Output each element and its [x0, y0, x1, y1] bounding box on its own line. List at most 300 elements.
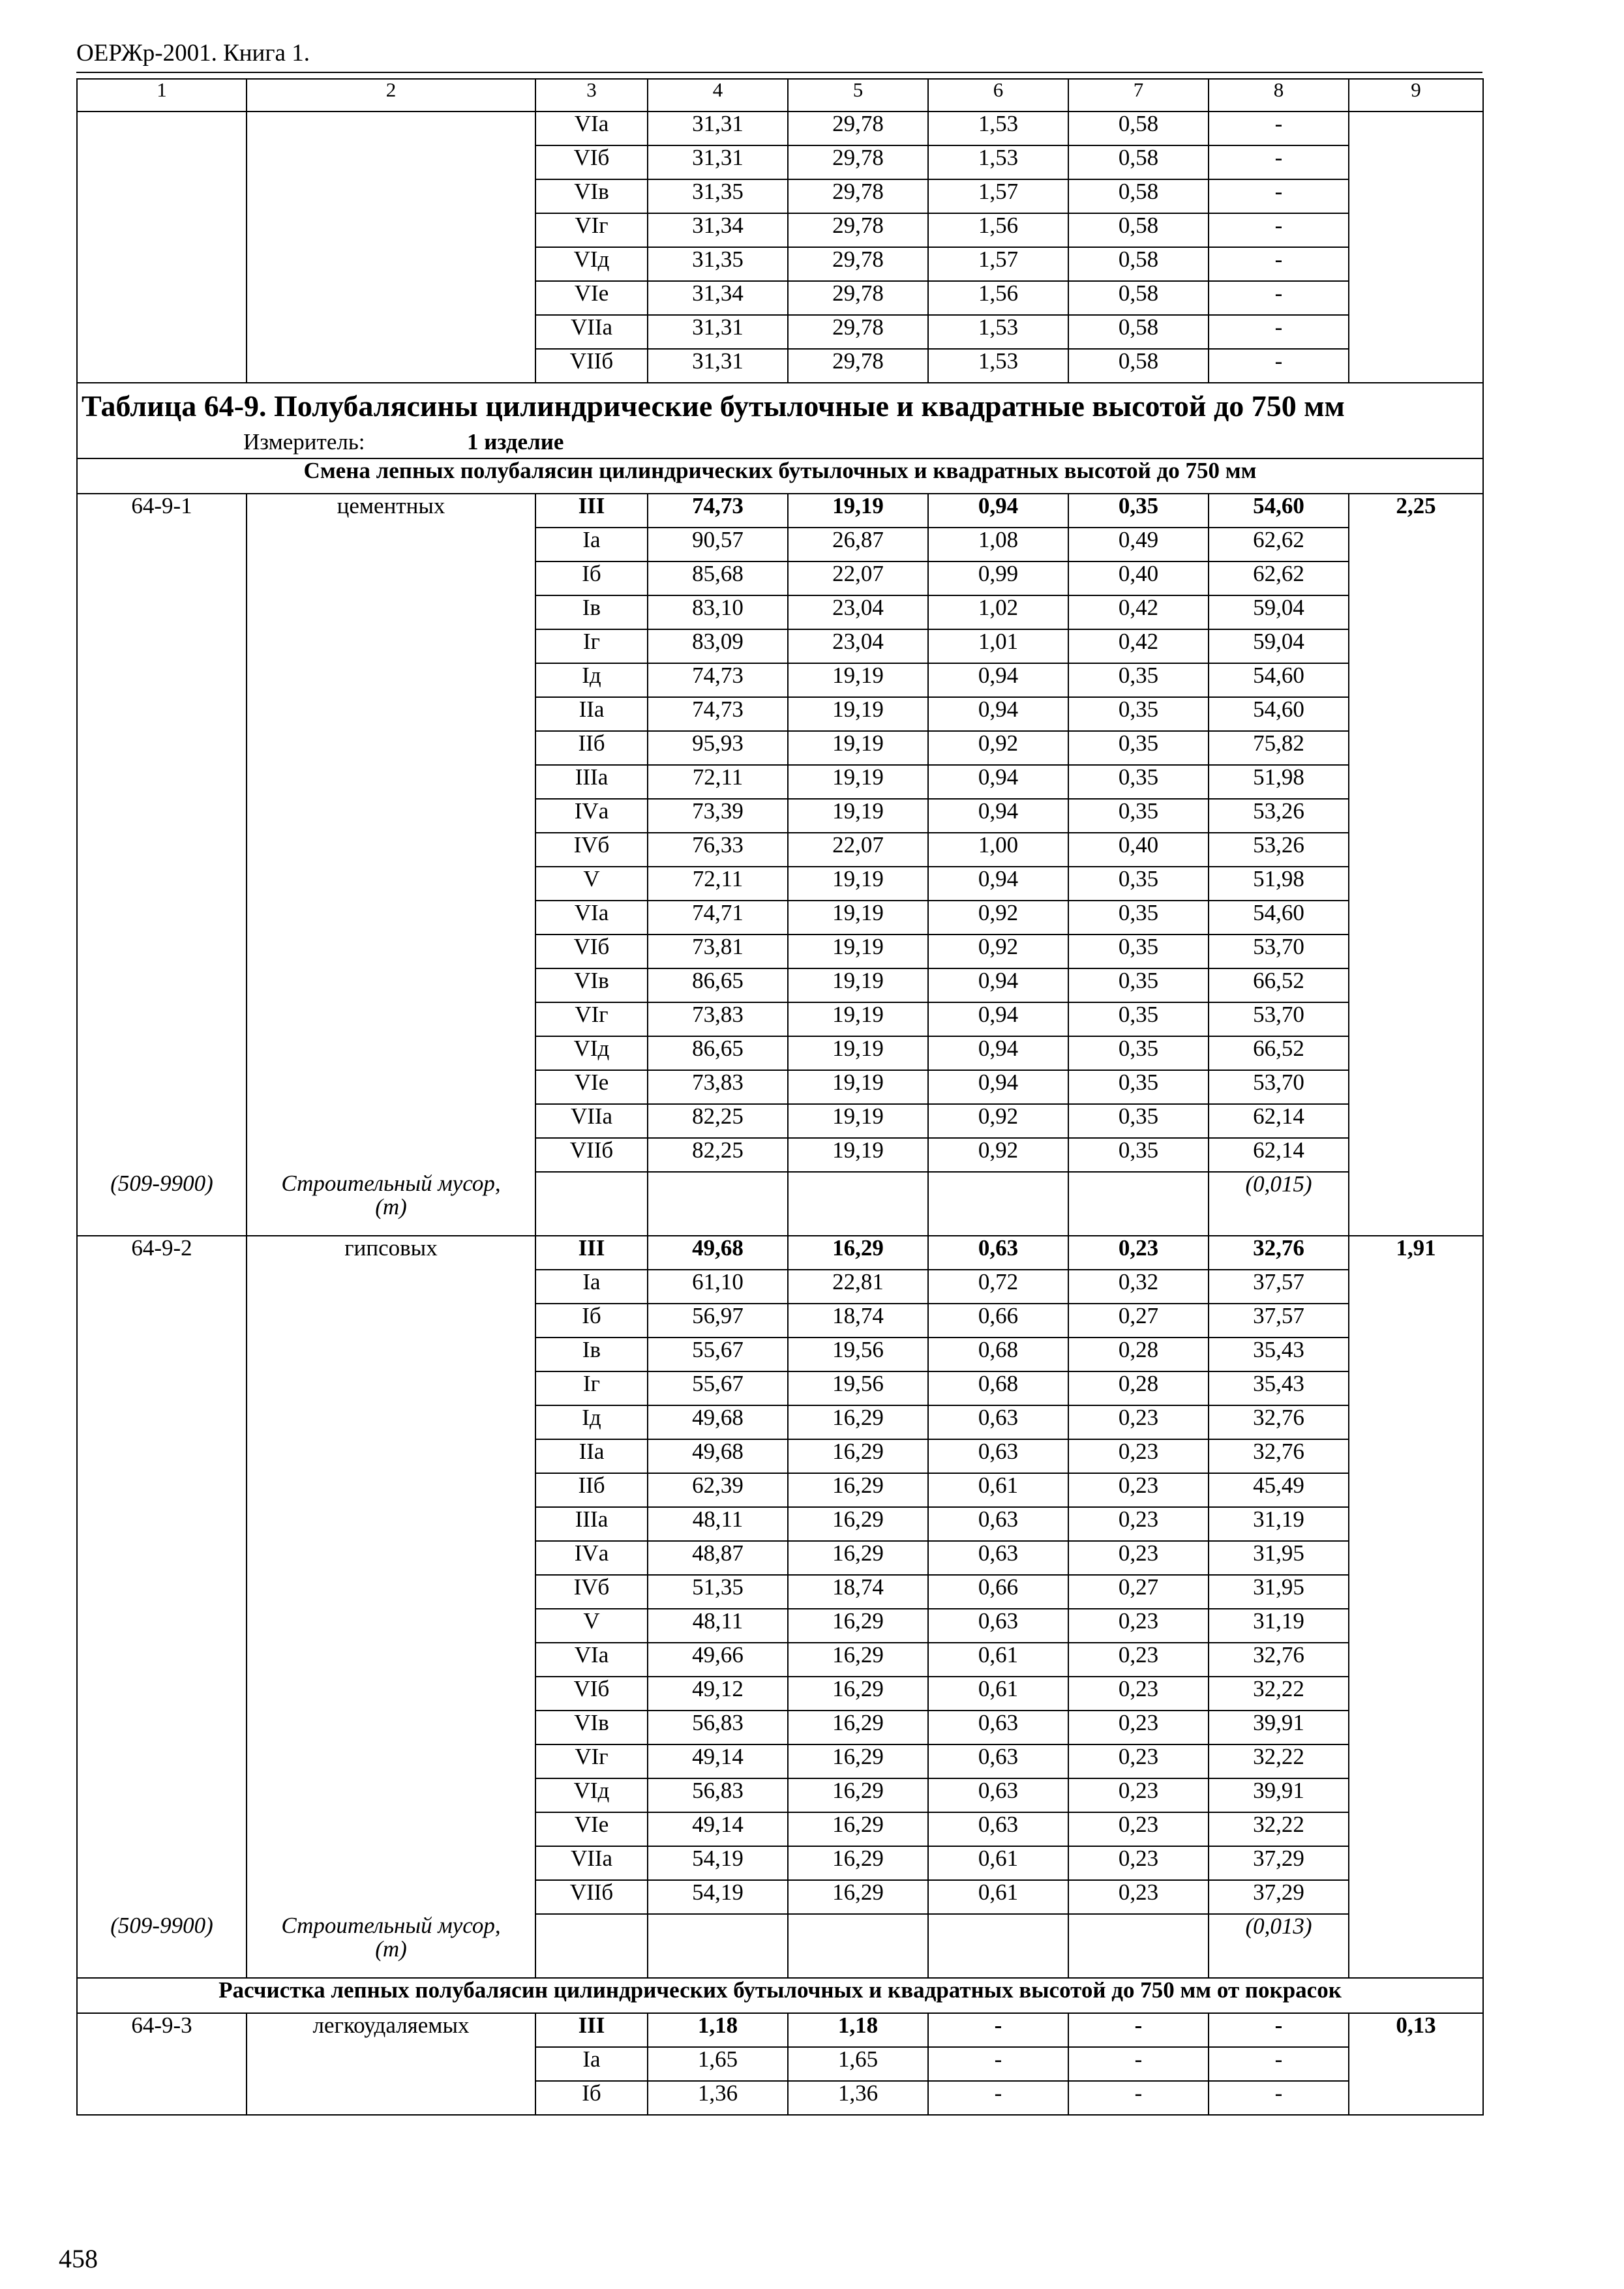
rates-table	[76, 78, 1484, 2116]
cell-name	[247, 731, 535, 765]
table-row	[77, 213, 1483, 247]
cell-name: легкоудаляемых	[247, 2013, 535, 2047]
cell-materials: -	[1209, 2013, 1349, 2047]
cell-machinists-wage: 0,58	[1068, 315, 1209, 349]
cell-wage: 19,19	[788, 799, 928, 833]
cell-machinists-wage: 0,23	[1068, 1609, 1209, 1643]
cell-labor	[1349, 1609, 1483, 1643]
cell-total-cost: 82,25	[648, 1104, 788, 1138]
cell-machines: 0,61	[928, 1677, 1068, 1711]
cell-machinists-wage: 0,42	[1068, 629, 1209, 663]
cell-name	[247, 2047, 535, 2081]
cell-wage: 29,78	[788, 349, 928, 383]
cell-wage: 16,29	[788, 1744, 928, 1778]
table-row	[77, 1541, 1483, 1575]
cell-materials: 62,14	[1209, 1104, 1349, 1138]
measure-value: 1 изделие	[467, 428, 564, 455]
cell-name	[247, 1677, 535, 1711]
cell-machines: 0,94	[928, 765, 1068, 799]
cell-machines: 0,94	[928, 697, 1068, 731]
cell-labor	[1349, 595, 1483, 629]
cell-labor	[1349, 315, 1483, 349]
cell-machines: 1,57	[928, 179, 1068, 213]
cell-machines: 0,66	[928, 1304, 1068, 1338]
cell-machinists-wage: 0,35	[1068, 1138, 1209, 1172]
column-number-4: 4	[648, 79, 788, 112]
table-row	[77, 1778, 1483, 1812]
page-number: 458	[59, 2244, 98, 2273]
section-header-row	[77, 458, 1483, 494]
cell-code	[77, 663, 247, 697]
cell-labor	[1349, 1338, 1483, 1371]
cell-total-cost: 49,68	[648, 1439, 788, 1473]
cell-class: VIб	[535, 935, 648, 968]
cell-wage: 26,87	[788, 528, 928, 561]
cell-labor	[1349, 1405, 1483, 1439]
cell-wage: 16,29	[788, 1846, 928, 1880]
cell-class: Iа	[535, 528, 648, 561]
cell-code	[77, 901, 247, 935]
cell-machinists-wage: 0,23	[1068, 1880, 1209, 1914]
cell-code	[77, 1338, 247, 1371]
cell-wage: 16,29	[788, 1473, 928, 1507]
section-header-row	[77, 1978, 1483, 2013]
cell-total-cost: 49,68	[648, 1405, 788, 1439]
cell-total-cost: 56,83	[648, 1778, 788, 1812]
cell-machines: 0,94	[928, 799, 1068, 833]
cell-wage: 19,19	[788, 1036, 928, 1070]
cell-materials: 54,60	[1209, 901, 1349, 935]
cell-wage: 18,74	[788, 1304, 928, 1338]
cell-machinists-wage: 0,35	[1068, 1104, 1209, 1138]
debris-empty-cell	[535, 1172, 648, 1236]
cell-class: VIг	[535, 213, 648, 247]
cell-labor	[1349, 867, 1483, 901]
cell-materials: 51,98	[1209, 867, 1349, 901]
cell-labor	[1349, 179, 1483, 213]
cell-wage: 16,29	[788, 1778, 928, 1812]
debris-materials: (0,013)	[1209, 1914, 1349, 1978]
cell-materials: 53,70	[1209, 935, 1349, 968]
cell-total-cost: 56,97	[648, 1304, 788, 1338]
cell-labor	[1349, 1304, 1483, 1338]
cell-code	[77, 247, 247, 281]
cell-name	[247, 1507, 535, 1541]
cell-materials: 37,57	[1209, 1304, 1349, 1338]
table-row	[77, 629, 1483, 663]
cell-labor	[1349, 213, 1483, 247]
cell-labor	[1349, 528, 1483, 561]
cell-labor	[1349, 1371, 1483, 1405]
cell-class: VIг	[535, 1002, 648, 1036]
table-row	[77, 1070, 1483, 1104]
cell-name	[247, 697, 535, 731]
cell-wage: 29,78	[788, 179, 928, 213]
cell-machinists-wage: 0,23	[1068, 1846, 1209, 1880]
cell-machines: 0,63	[928, 1778, 1068, 1812]
cell-wage: 29,78	[788, 281, 928, 315]
cell-wage: 19,19	[788, 1070, 928, 1104]
cell-machinists-wage: 0,27	[1068, 1304, 1209, 1338]
cell-machines: 0,61	[928, 1473, 1068, 1507]
cell-code	[77, 281, 247, 315]
cell-machinists-wage: 0,23	[1068, 1405, 1209, 1439]
cell-class: VIд	[535, 1778, 648, 1812]
debris-empty-cell	[648, 1914, 788, 1978]
cell-materials: 66,52	[1209, 968, 1349, 1002]
cell-code	[77, 2081, 247, 2115]
cell-labor	[1349, 1036, 1483, 1070]
cell-labor	[1349, 1172, 1483, 1236]
cell-class: VIв	[535, 179, 648, 213]
cell-machines: 1,53	[928, 315, 1068, 349]
debris-code: (509-9900)	[77, 1914, 247, 1978]
cell-materials: 32,22	[1209, 1677, 1349, 1711]
cell-materials: 37,29	[1209, 1846, 1349, 1880]
cell-materials: -	[1209, 281, 1349, 315]
column-number-2: 2	[247, 79, 535, 112]
table-row	[77, 1744, 1483, 1778]
column-number-3: 3	[535, 79, 648, 112]
cell-machines: 0,63	[928, 1236, 1068, 1270]
cell-code	[77, 1575, 247, 1609]
cell-machinists-wage: 0,35	[1068, 901, 1209, 935]
cell-code	[77, 697, 247, 731]
measure-line	[82, 428, 1479, 456]
cell-labor	[1349, 1914, 1483, 1978]
cell-machines: 0,92	[928, 731, 1068, 765]
cell-class: VIIб	[535, 1880, 648, 1914]
column-number-9: 9	[1349, 79, 1483, 112]
cell-machinists-wage: 0,58	[1068, 213, 1209, 247]
cell-materials: -	[1209, 349, 1349, 383]
cell-materials: 53,70	[1209, 1002, 1349, 1036]
cell-machines: 0,63	[928, 1541, 1068, 1575]
cell-wage: 19,56	[788, 1338, 928, 1371]
cell-wage: 19,19	[788, 867, 928, 901]
cell-machinists-wage: 0,23	[1068, 1541, 1209, 1575]
cell-machines: -	[928, 2013, 1068, 2047]
cell-labor: 0,13	[1349, 2013, 1483, 2047]
cell-class: IIа	[535, 1439, 648, 1473]
cell-materials: 32,76	[1209, 1439, 1349, 1473]
table-row	[77, 145, 1483, 179]
cell-total-cost: 55,67	[648, 1371, 788, 1405]
cell-labor	[1349, 1104, 1483, 1138]
cell-class: Iб	[535, 561, 648, 595]
cell-machines: 1,56	[928, 213, 1068, 247]
cell-labor: 2,25	[1349, 494, 1483, 528]
cell-class: Iг	[535, 629, 648, 663]
cell-machines: 0,94	[928, 663, 1068, 697]
table-row	[77, 901, 1483, 935]
cell-total-cost: 74,73	[648, 697, 788, 731]
cell-materials: 54,60	[1209, 663, 1349, 697]
cell-wage: 16,29	[788, 1711, 928, 1744]
cell-class: V	[535, 867, 648, 901]
cell-total-cost: 72,11	[648, 867, 788, 901]
cell-name	[247, 1778, 535, 1812]
cell-total-cost: 83,10	[648, 595, 788, 629]
cell-machines: 0,63	[928, 1439, 1068, 1473]
cell-code	[77, 528, 247, 561]
table-row	[77, 1846, 1483, 1880]
cell-code	[77, 833, 247, 867]
cell-name	[247, 1711, 535, 1744]
cell-wage: 16,29	[788, 1643, 928, 1677]
cell-code	[77, 935, 247, 968]
cell-machines: 0,63	[928, 1405, 1068, 1439]
cell-wage: 29,78	[788, 315, 928, 349]
cell-total-cost: 31,34	[648, 281, 788, 315]
cell-wage: 29,78	[788, 247, 928, 281]
cell-machines: 1,53	[928, 112, 1068, 145]
cell-class: VIIа	[535, 1846, 648, 1880]
cell-machines: 0,99	[928, 561, 1068, 595]
debris-empty-cell	[928, 1914, 1068, 1978]
table-row	[77, 1138, 1483, 1172]
cell-name	[247, 1104, 535, 1138]
cell-machinists-wage: 0,27	[1068, 1575, 1209, 1609]
cell-machinists-wage: -	[1068, 2081, 1209, 2115]
cell-total-cost: 73,83	[648, 1002, 788, 1036]
cell-name	[247, 561, 535, 595]
table-title-cell	[77, 383, 1483, 458]
cell-materials: 32,76	[1209, 1236, 1349, 1270]
cell-name	[247, 1744, 535, 1778]
table-row	[77, 1507, 1483, 1541]
cell-materials: -	[1209, 112, 1349, 145]
table-row	[77, 1643, 1483, 1677]
cell-code	[77, 1643, 247, 1677]
cell-name	[247, 179, 535, 213]
cell-machinists-wage: 0,35	[1068, 494, 1209, 528]
cell-total-cost: 49,14	[648, 1812, 788, 1846]
cell-total-cost: 83,09	[648, 629, 788, 663]
cell-labor	[1349, 1270, 1483, 1304]
cell-code	[77, 1846, 247, 1880]
cell-materials: 32,22	[1209, 1744, 1349, 1778]
cell-labor	[1349, 697, 1483, 731]
cell-code: 64-9-3	[77, 2013, 247, 2047]
cell-machines: 1,08	[928, 528, 1068, 561]
cell-class: III	[535, 2013, 648, 2047]
cell-total-cost: 74,71	[648, 901, 788, 935]
cell-machinists-wage: 0,58	[1068, 247, 1209, 281]
cell-code	[77, 1304, 247, 1338]
cell-machinists-wage: 0,23	[1068, 1439, 1209, 1473]
cell-name	[247, 1643, 535, 1677]
cell-class: IIб	[535, 1473, 648, 1507]
cell-code	[77, 561, 247, 595]
table-row	[77, 528, 1483, 561]
cell-machines: 0,63	[928, 1744, 1068, 1778]
cell-labor	[1349, 1473, 1483, 1507]
cell-name	[247, 1812, 535, 1846]
cell-machines: -	[928, 2081, 1068, 2115]
cell-machinists-wage: 0,49	[1068, 528, 1209, 561]
cell-materials: 32,76	[1209, 1643, 1349, 1677]
cell-wage: 22,07	[788, 561, 928, 595]
table-row	[77, 833, 1483, 867]
cell-materials: 32,76	[1209, 1405, 1349, 1439]
cell-code	[77, 112, 247, 145]
cell-labor	[1349, 1138, 1483, 1172]
cell-class: IIIа	[535, 765, 648, 799]
column-number-6: 6	[928, 79, 1068, 112]
cell-code	[77, 1405, 247, 1439]
table-row	[77, 663, 1483, 697]
cell-machinists-wage: 0,23	[1068, 1643, 1209, 1677]
cell-total-cost: 73,39	[648, 799, 788, 833]
cell-total-cost: 31,35	[648, 179, 788, 213]
cell-machines: 1,01	[928, 629, 1068, 663]
cell-total-cost: 72,11	[648, 765, 788, 799]
debris-unit: (т)	[375, 1194, 407, 1220]
cell-name	[247, 1575, 535, 1609]
cell-class: VIе	[535, 1812, 648, 1846]
cell-labor	[1349, 112, 1483, 145]
cell-total-cost: 51,35	[648, 1575, 788, 1609]
debris-empty-cell	[648, 1172, 788, 1236]
cell-class: Iв	[535, 1338, 648, 1371]
cell-class: VIIб	[535, 349, 648, 383]
cell-total-cost: 86,65	[648, 968, 788, 1002]
debris-unit: (т)	[375, 1936, 407, 1962]
cell-wage: 29,78	[788, 213, 928, 247]
cell-class: Iб	[535, 1304, 648, 1338]
cell-class: III	[535, 494, 648, 528]
cell-labor	[1349, 1070, 1483, 1104]
cell-total-cost: 73,81	[648, 935, 788, 968]
cell-code	[77, 213, 247, 247]
table-row	[77, 247, 1483, 281]
debris-empty-cell	[1068, 1914, 1209, 1978]
cell-wage: 19,19	[788, 697, 928, 731]
cell-labor	[1349, 1002, 1483, 1036]
cell-class: IVб	[535, 833, 648, 867]
cell-wage: 23,04	[788, 629, 928, 663]
cell-total-cost: 62,39	[648, 1473, 788, 1507]
cell-labor	[1349, 2047, 1483, 2081]
cell-total-cost: 48,11	[648, 1507, 788, 1541]
cell-machinists-wage: 0,42	[1068, 595, 1209, 629]
cell-machines: 1,00	[928, 833, 1068, 867]
cell-machinists-wage: 0,23	[1068, 1711, 1209, 1744]
debris-row	[77, 1914, 1483, 1978]
cell-machinists-wage: 0,58	[1068, 112, 1209, 145]
section-header-cleaning: Расчистка лепных полубалясин цилиндрических бутылочных и квадратных высотой до 750 мм от покрасок	[77, 1978, 1483, 2013]
cell-code: 64-9-1	[77, 494, 247, 528]
cell-class: VIе	[535, 1070, 648, 1104]
cell-name	[247, 1036, 535, 1070]
table-row	[77, 1002, 1483, 1036]
cell-total-cost: 1,65	[648, 2047, 788, 2081]
table-row	[77, 1609, 1483, 1643]
cell-code	[77, 1104, 247, 1138]
table-row	[77, 281, 1483, 315]
table-row	[77, 1439, 1483, 1473]
cell-machines: 0,94	[928, 1002, 1068, 1036]
table-row	[77, 1236, 1483, 1270]
cell-materials: 59,04	[1209, 595, 1349, 629]
table-row	[77, 2047, 1483, 2081]
table-row	[77, 1575, 1483, 1609]
cell-materials: 54,60	[1209, 697, 1349, 731]
cell-labor	[1349, 1744, 1483, 1778]
cell-machinists-wage: 0,35	[1068, 663, 1209, 697]
cell-materials: -	[1209, 2047, 1349, 2081]
table-row	[77, 799, 1483, 833]
cell-name	[247, 833, 535, 867]
cell-wage: 19,56	[788, 1371, 928, 1405]
cell-code	[77, 1677, 247, 1711]
cell-machines: 0,61	[928, 1643, 1068, 1677]
cell-machines: 0,94	[928, 867, 1068, 901]
debris-name-text: Строительный мусор,	[281, 1171, 501, 1196]
cell-machines: 0,68	[928, 1338, 1068, 1371]
cell-labor	[1349, 1778, 1483, 1812]
cell-materials: 31,19	[1209, 1609, 1349, 1643]
cell-machines: 1,53	[928, 349, 1068, 383]
table-title: Таблица 64-9. Полубалясины цилиндрические бутылочные и квадратные высотой до 750 мм	[82, 389, 1345, 423]
cell-labor	[1349, 663, 1483, 697]
cell-class: V	[535, 1609, 648, 1643]
cell-code	[77, 315, 247, 349]
debris-materials: (0,015)	[1209, 1172, 1349, 1236]
cell-machinists-wage: 0,23	[1068, 1677, 1209, 1711]
cell-name	[247, 1439, 535, 1473]
cell-machinists-wage: 0,23	[1068, 1507, 1209, 1541]
cell-total-cost: 85,68	[648, 561, 788, 595]
cell-name	[247, 867, 535, 901]
cell-labor	[1349, 1507, 1483, 1541]
cell-machinists-wage: 0,28	[1068, 1371, 1209, 1405]
cell-code	[77, 179, 247, 213]
cell-labor	[1349, 1880, 1483, 1914]
cell-class: VIIа	[535, 1104, 648, 1138]
cell-code	[77, 1473, 247, 1507]
cell-wage: 19,19	[788, 935, 928, 968]
cell-code	[77, 731, 247, 765]
cell-wage: 19,19	[788, 731, 928, 765]
cell-total-cost: 31,31	[648, 112, 788, 145]
cell-code	[77, 1744, 247, 1778]
debris-empty-cell	[788, 1172, 928, 1236]
cell-materials: -	[1209, 315, 1349, 349]
cell-machinists-wage: 0,58	[1068, 179, 1209, 213]
cell-name	[247, 145, 535, 179]
table-row	[77, 112, 1483, 145]
cell-machines: 0,92	[928, 1138, 1068, 1172]
measure-label: Измеритель:	[243, 428, 365, 455]
cell-name	[247, 1002, 535, 1036]
cell-machinists-wage: 0,58	[1068, 281, 1209, 315]
table-row	[77, 1338, 1483, 1371]
cell-labor	[1349, 1439, 1483, 1473]
cell-materials: 54,60	[1209, 494, 1349, 528]
cell-class: Iа	[535, 2047, 648, 2081]
cell-code	[77, 1270, 247, 1304]
cell-machinists-wage: 0,40	[1068, 561, 1209, 595]
cell-class: VIа	[535, 901, 648, 935]
cell-class: Iв	[535, 595, 648, 629]
cell-class: VIв	[535, 968, 648, 1002]
cell-materials: 31,95	[1209, 1575, 1349, 1609]
cell-labor	[1349, 1541, 1483, 1575]
cell-name	[247, 281, 535, 315]
cell-code	[77, 968, 247, 1002]
